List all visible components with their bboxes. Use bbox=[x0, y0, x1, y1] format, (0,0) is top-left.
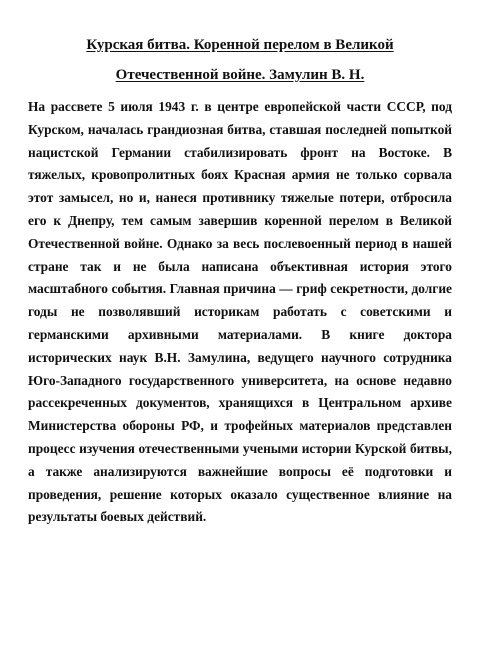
body-paragraph: На рассвете 5 июля 1943 г. в центре европейской части СССР, под Курском, началась грандиозная битва, ставшая последней попыткой нацистской Германии стабилизировать фронт на Востоке. В тяжелых, кровопролитных боях Красная армия не только сорвала этот замысел, но и, нанеся противнику тяжелые потери, отбросила его к Днепру, тем самым завершив коренной перелом в Великой Отечественной войне. Однако за весь послевоенный период в нашей стране так и не была написана объективная история этого масштабного события. Главная причина — гриф секретности, долгие годы не позволявший историкам работать с советскими и германскими архивными материалами. В книге доктора исторических наук В.Н. Замулина, ведущего научного сотрудника Юго-Западного государственного университета, на основе недавно рассекреченных документов, хранящихся в Центральном архиве Министерства обороны РФ, и трофейных материалов представлен процесс изучения отечественными учеными истории Курской битвы, а также анализируются важнейшие вопросы её подготовки и проведения, решение которых оказало существенное влияние на результаты боевых действий. bbox=[28, 99, 452, 525]
title-line-1: Курская битва. Коренной перелом в Великой bbox=[86, 37, 394, 53]
document-title bbox=[28, 30, 452, 90]
title-line-2: Отечественной войне. Замулин В. Н. bbox=[115, 67, 365, 83]
document-page bbox=[28, 30, 452, 529]
